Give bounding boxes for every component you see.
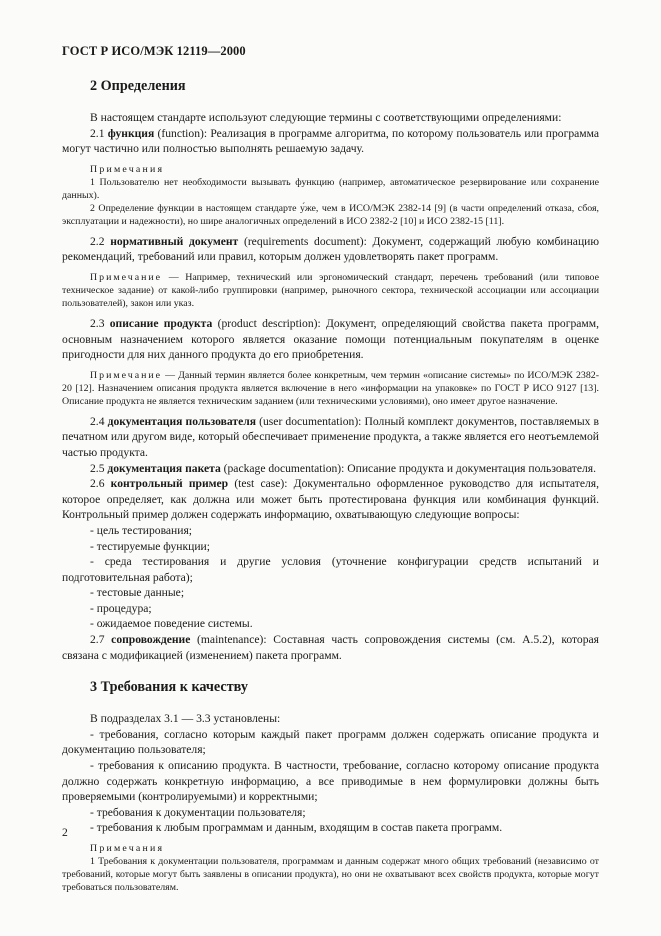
definition-2-5	[62, 461, 599, 477]
definition-term: нормативный документ	[110, 234, 239, 248]
section-2-heading: 2 Определения	[90, 78, 186, 94]
document-header: ГОСТ Р ИСО/МЭК 12119—2000	[62, 44, 246, 58]
section-3-heading: 3 Требования к качеству	[90, 679, 248, 696]
definition-number: 2.3	[90, 316, 110, 330]
definition-number: 2.4	[90, 414, 108, 428]
definition-2-4	[62, 414, 599, 461]
definition-term: документация пользователя	[107, 414, 256, 428]
definition-term: контрольный пример	[110, 477, 229, 491]
list-item: - процедура;	[90, 601, 152, 615]
definition-text: (function): Реализация в программе алгоритма, по которому пользователь или программа могут частично или полностью выполнять решаемую задачу.	[62, 126, 600, 156]
note-label: Примечание	[90, 369, 163, 381]
note-2-1-2: 2 Определение функции в настоящем стандарте у́же, чем в ИСО/МЭК 2382-14 [9] (в части определений отказа, сбоя, эксплуатации и надежности), но шире аналогичных определений в ИСО 2382-2 [10] и ИСО 2382-15 [11].	[62, 202, 599, 227]
definition-term: функция	[107, 126, 155, 140]
definition-text: (requirements document): Документ, содержащий любую комбинацию рекомендаций, требований или правил, которым должен удовлетворять пакет программ.	[62, 234, 600, 264]
definition-text: (test case): Документально оформленное руководство для испытателя, которое определяет, как должна или может быть протестирована функция или комбинация функций. Контрольный пример должен содержать информацию, охватывающую следующие вопросы:	[62, 477, 599, 522]
note-2-3	[62, 369, 599, 408]
definition-2-1	[62, 126, 599, 157]
section-2-intro: В настоящем стандарте используют следующие термины с соответствующими определениями:	[90, 111, 562, 124]
definition-2-2	[62, 234, 599, 265]
list-item: - требования, согласно которым каждый пакет программ должен содержать описание продукта и документацию пользователя;	[62, 727, 599, 757]
note-2-2	[62, 271, 599, 310]
definition-number: 2.6	[90, 477, 111, 491]
definition-number: 2.2	[90, 234, 111, 248]
definition-text: (product description): Документ, определяющий свойства пакета программ, основным назначением которого является оказание помощи потенциальным покупателям в оценке пригодности для них данного продукта до его приобретения.	[62, 316, 600, 362]
page-number: 2	[62, 826, 68, 839]
list-item: - требования к документации пользователя;	[90, 805, 306, 819]
definition-number: 2.5	[90, 461, 108, 475]
definition-text: (package documentation): Описание продукта и документация пользователя.	[220, 461, 597, 475]
note-text: — Данный термин является более конкретным, чем термин «описание системы» по ИСО/МЭК 2382-20 [12]. Назначением описания продукта является включение в него «информации на упаковке» по ГОСТ Р ИСО 9127 [13]. Описание продукта не является техническим заданием (или техническими условиями), оно имеет другое назначение.	[62, 369, 599, 407]
note-2-1-1: 1 Пользователю нет необходимости вызывать функцию (например, автоматическое резервирование или сохранение данных).	[62, 176, 599, 201]
list-item: - цель тестирования;	[90, 523, 193, 537]
definition-2-7	[62, 632, 599, 663]
page-content	[62, 72, 599, 894]
note-label: Примечание	[90, 271, 163, 283]
definition-number: 2.1	[90, 126, 108, 140]
list-item: - ожидаемое поведение системы.	[90, 617, 253, 631]
definition-2-6	[62, 476, 599, 523]
list-item: - требования к любым программам и данным, входящим в состав пакета программ.	[90, 821, 503, 835]
note-text: — Например, технический или эргономический стандарт, перечень требований (или типовое техническое задание) от какой-либо группировки (например, рыночного сектора, технической ассоциации или ассоциации пользователей), закон или указ.	[62, 271, 599, 309]
definition-2-3	[62, 316, 599, 363]
definition-text: (maintenance): Составная часть сопровождения системы (см. А.5.2), которая связана с модификацией (изменением) пакета программ.	[62, 633, 599, 662]
definition-term: описание продукта	[109, 316, 213, 330]
definition-term: документация пакета	[107, 461, 221, 475]
section-3-intro: В подразделах 3.1 — 3.3 установлены:	[90, 712, 281, 726]
notes-heading: Примечания	[90, 163, 165, 175]
list-item: - требования к описанию продукта. В частности, требование, согласно которому описание продукта должно содержать конкретную информацию, а все приводимые в нем формулировки должны быть проверяемыми (контролируемыми) и корректными;	[62, 759, 599, 804]
notes-heading: Примечания	[90, 843, 165, 854]
definition-term: сопровождение	[111, 633, 191, 647]
list-item: - среда тестирования и другие условия (уточнение конфигурации средств испытаний и подготовительная работа);	[62, 555, 599, 584]
list-item: - тестовые данные;	[90, 586, 185, 600]
note-3-1: 1 Требования к документации пользователя, программам и данным содержат много общих требований (независимо от требований, которые могут быть заявлены в описании продукта), но они не охватывают всех свойств продукта, которые могут требоваться пользователям.	[62, 856, 599, 893]
definition-text: (user documentation): Полный комплект документов, поставляемых в печатном или другом виде, который обеспечивает применение продукта, а также является его неотъемлемой частью продукта.	[62, 414, 600, 459]
list-item: - тестируемые функции;	[90, 539, 210, 553]
definition-number: 2.7	[90, 633, 112, 647]
